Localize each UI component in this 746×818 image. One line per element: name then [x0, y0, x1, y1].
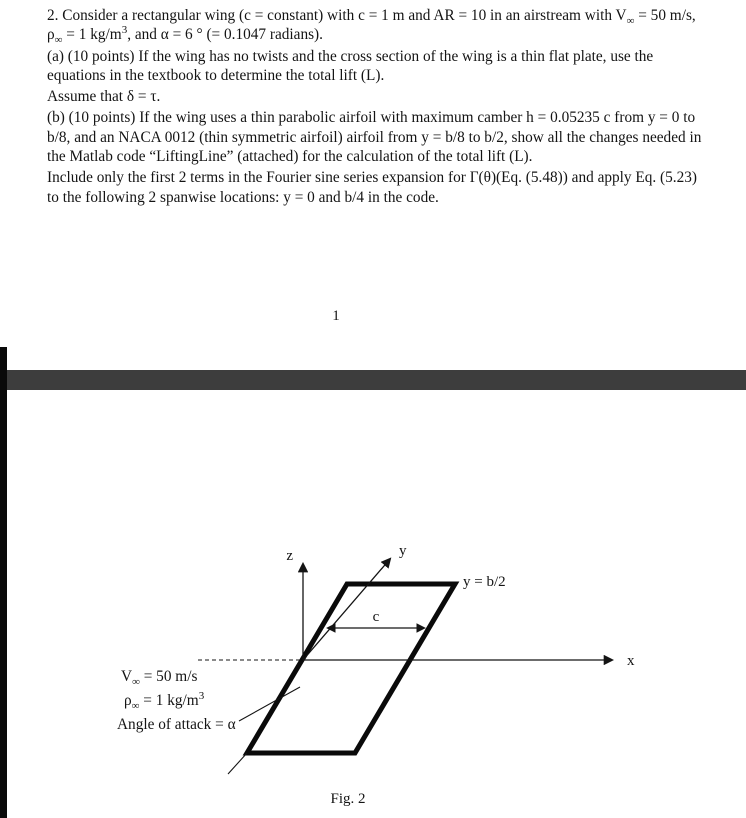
density-annotation: $\rho_\infty = 1$ $kg/m^3$	[124, 689, 205, 713]
wing-outline	[247, 584, 455, 753]
page-number: 1	[332, 308, 340, 324]
problem-paragraph: 2. Consider a rectangular wing (c = constant) with c = 1 m and AR = 10 in an airstream with $V_\infty = 50$ m/s, $\rho_\infty = 1$ $kg/m^3$, and α = 6 ° (= 0.1047 radians).	[47, 7, 696, 47]
problem-paragraph: Include only the first 2 terms in the Fourier sine series expansion for Γ(θ)(Eq. (5.48)) and apply Eq. (5.23) to the following 2 spanwise locations: y = 0 and b/4 in the code.	[47, 169, 697, 206]
problem-paragraph: (b) (10 points) If the wing uses a thin parabolic airfoil with maximum camber h = 0.05235 c from y = 0 to b/8, and an NACA 0012 (thin symmetric airfoil) airfoil from y = b/8 to b/2, show all the changes needed in the Matlab code “LiftingLine” (attached) for the calculation of the total lift (L).	[47, 109, 702, 166]
z-axis-label: z	[286, 548, 293, 564]
wing-figure	[0, 390, 746, 818]
half-span-label: y = b/2	[463, 574, 506, 590]
problem-paragraph: Assume that δ = τ.	[47, 88, 161, 106]
y-axis-label: y	[399, 543, 407, 559]
problem-paragraph: (a) (10 points) If the wing has no twists and the cross section of the wing is a thin flat plate, use the equations in the textbook to determine the total lift (L).	[47, 47, 654, 84]
problem-statement	[47, 6, 711, 209]
chord-label: c	[372, 609, 380, 625]
page-separator-bar	[0, 370, 746, 390]
figure-caption: Fig. 2	[330, 791, 366, 807]
angle-of-attack-annotation: Angle of attack = α	[117, 716, 236, 733]
x-axis-label: x	[627, 653, 635, 669]
corner-tick-line	[228, 753, 247, 774]
freestream-velocity-annotation: $V_\infty = 50$ m/s	[121, 668, 198, 689]
